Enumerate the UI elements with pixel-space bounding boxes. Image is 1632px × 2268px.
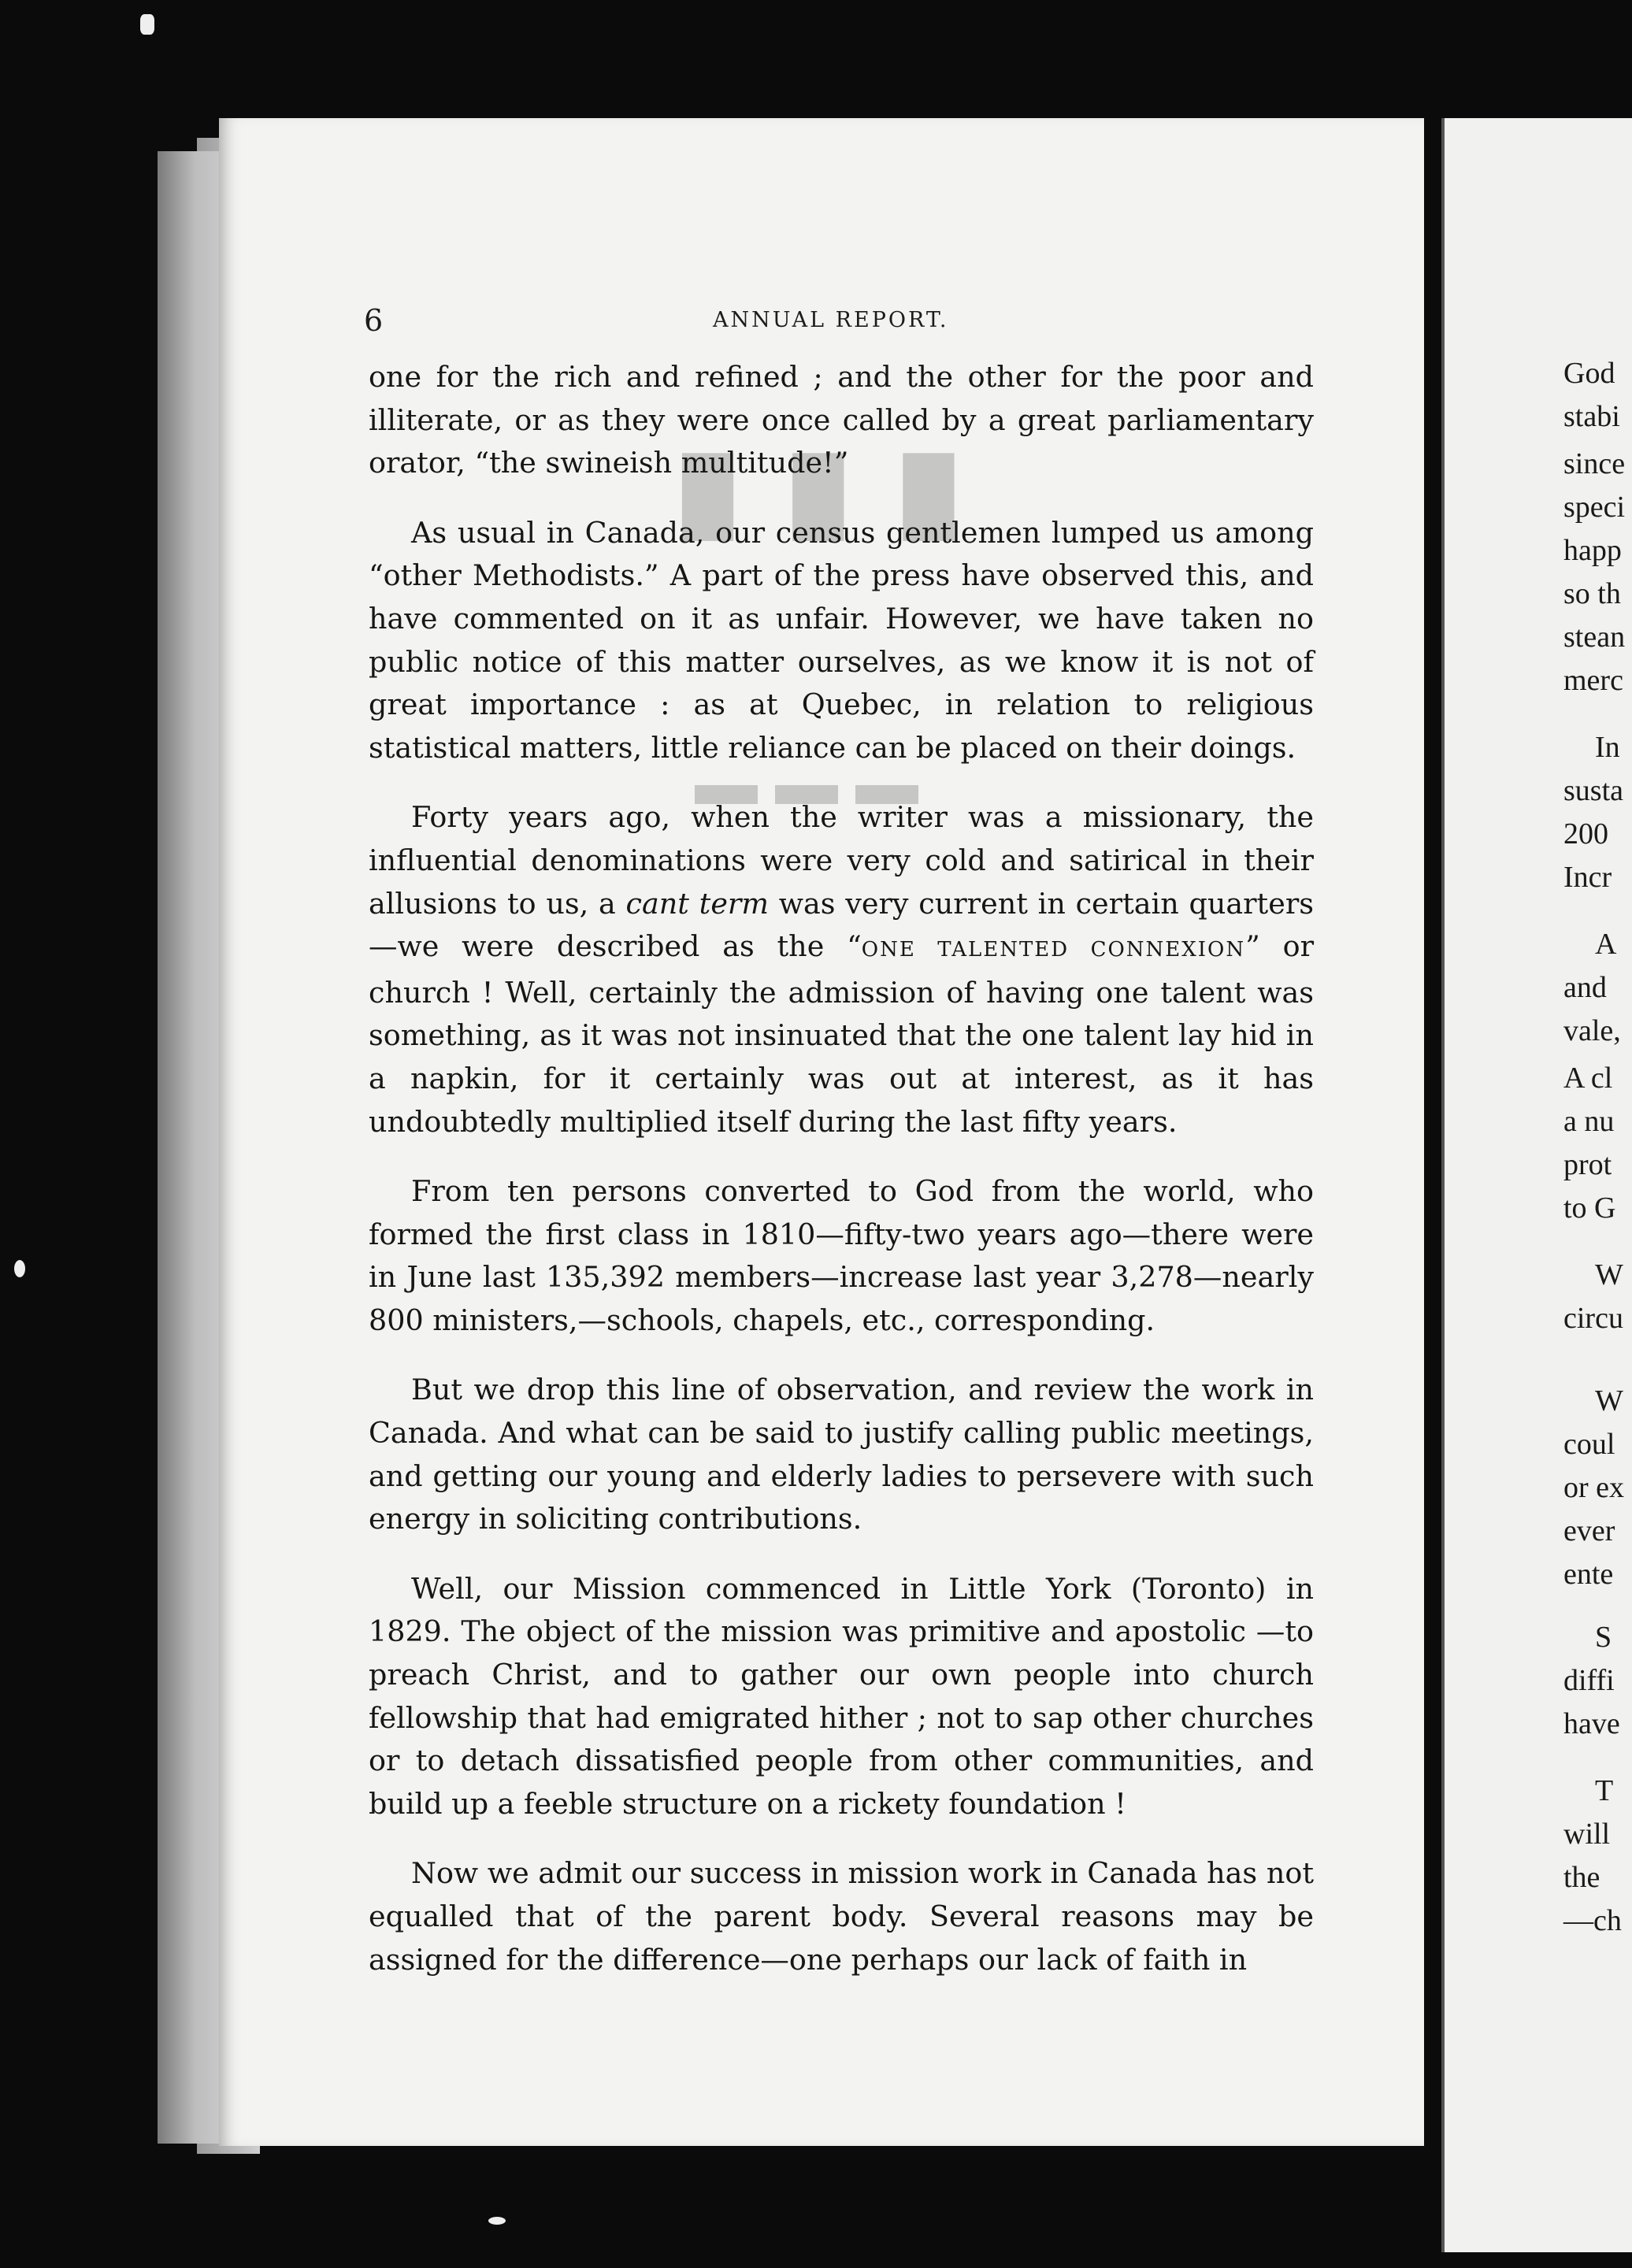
facing-page-fragment: —ch: [1563, 1904, 1622, 1937]
facing-page-fragment: coul: [1563, 1428, 1615, 1461]
facing-page-fragment: the: [1563, 1861, 1600, 1894]
bleed-through-decoration: ▬▬▬: [677, 749, 918, 818]
facing-page-fragment: Incr: [1563, 861, 1612, 894]
film-speck: [140, 14, 154, 35]
facing-page-fragment: have: [1563, 1707, 1620, 1740]
facing-page-fragment: since: [1563, 447, 1626, 480]
facing-page-fragment: so th: [1563, 577, 1621, 610]
facing-page-fragment: In: [1595, 731, 1620, 764]
facing-page-fragment: circu: [1563, 1302, 1623, 1335]
facing-page-fragment: merc: [1563, 664, 1623, 697]
paragraph: Now we admit our success in mission work in Canada has not equalled that of the parent body. Several reasons may be assigned for the difference—one perhaps our lack of faith in: [369, 1856, 1314, 1977]
facing-page-fragment: W: [1595, 1258, 1623, 1292]
paragraph: But we drop this line of observation, and review the work in Canada. And what can be said to justify calling public meetings, and getting our young and elderly ladies to persevere with such energy in soliciting contributions.: [369, 1373, 1314, 1536]
facing-page-fragment: A cl: [1563, 1062, 1613, 1095]
facing-page-fragment: 200: [1563, 817, 1608, 850]
body-text: [369, 356, 1314, 1981]
film-speck: [14, 1260, 25, 1277]
facing-page-fragment: or ex: [1563, 1471, 1625, 1504]
facing-page-fragment: prot: [1563, 1148, 1612, 1181]
paragraph: As usual in Canada, our census gentlemen lumped us among “other Methodists.” A part of the press have observed this, and have commented on it as unfair. However, we have taken no public notice of this matter ourselves, as we know it is not of great importance : as at Quebec, in relation to religious statistical matters, little reliance can be placed on their doings.: [369, 515, 1314, 765]
running-head-title: ANNUAL REPORT.: [713, 308, 949, 332]
facing-page-fragment: stean: [1563, 621, 1626, 654]
facing-page-fragment: to G: [1563, 1191, 1616, 1225]
facing-page-fragment: happ: [1563, 534, 1622, 567]
facing-page-fragment: and: [1563, 971, 1607, 1004]
facing-page-fragment: ever: [1563, 1514, 1615, 1547]
paragraph: From ten persons converted to God from the world, who formed the first class in 1810—fifty-two years ago—there were in June last 135,392 members—increase last year 3,278—nearly 800 ministers,—schools, chapels, etc., corresponding.: [369, 1174, 1314, 1337]
paragraph: one for the rich and refined ; and the other for the poor and illiterate, or as they were once called by a great parliamentary orator, “the swineish multitude!”: [369, 360, 1314, 480]
facing-page-fragment: susta: [1563, 774, 1623, 807]
paragraph-text: was very current in certain quarters —we were described as the “: [369, 886, 1314, 964]
facing-page-fragment: S: [1595, 1621, 1612, 1654]
facing-page-fragment: W: [1595, 1384, 1623, 1418]
paragraph-text: Forty years ago, when the writer was a missionary, the influential denominations were very cold and satirical in their allusions to us, a: [369, 800, 1314, 921]
facing-page-fragment: will: [1563, 1818, 1611, 1851]
facing-page-fragment: T: [1595, 1774, 1614, 1807]
paragraph-text: ” or church ! Well, certainly the admission of having one talent was something, as it was not insinuated that the one talent lay hid in a napkin, for it certainly was out at interest, as it has undoubtedly multiplied itself during the last fifty years.: [369, 929, 1315, 1139]
facing-page-fragment: diffi: [1563, 1664, 1615, 1697]
facing-page-fragment: speci: [1563, 491, 1626, 524]
bleed-through-decoration: █ █ █: [662, 454, 955, 535]
facing-page-fragment: vale,: [1563, 1014, 1621, 1047]
page-number: 6: [364, 303, 384, 338]
small-caps-phrase: ONE TALENTED CONNEXION: [861, 938, 1246, 962]
running-head: [0, 303, 1632, 350]
facing-page-fragment: a nu: [1563, 1105, 1615, 1138]
italic-phrase: cant term: [625, 886, 769, 921]
facing-page-fragment: A: [1595, 928, 1617, 961]
facing-page-fragment: God: [1563, 357, 1615, 390]
facing-page-fragment: stabi: [1563, 400, 1620, 433]
paragraph: Well, our Mission commenced in Little York (Toronto) in 1829. The object of the mission was primitive and apostolic —to preach Christ, and to gather our own people into church fellowship that had emigrated hither ; not to sap other churches or to detach dissatisfied people from other communities, and build up a feeble structure on a rickety foundation !: [369, 1571, 1314, 1821]
paragraph: [369, 796, 1314, 1143]
film-speck: [488, 2217, 506, 2225]
facing-page-fragment: ente: [1563, 1558, 1614, 1591]
